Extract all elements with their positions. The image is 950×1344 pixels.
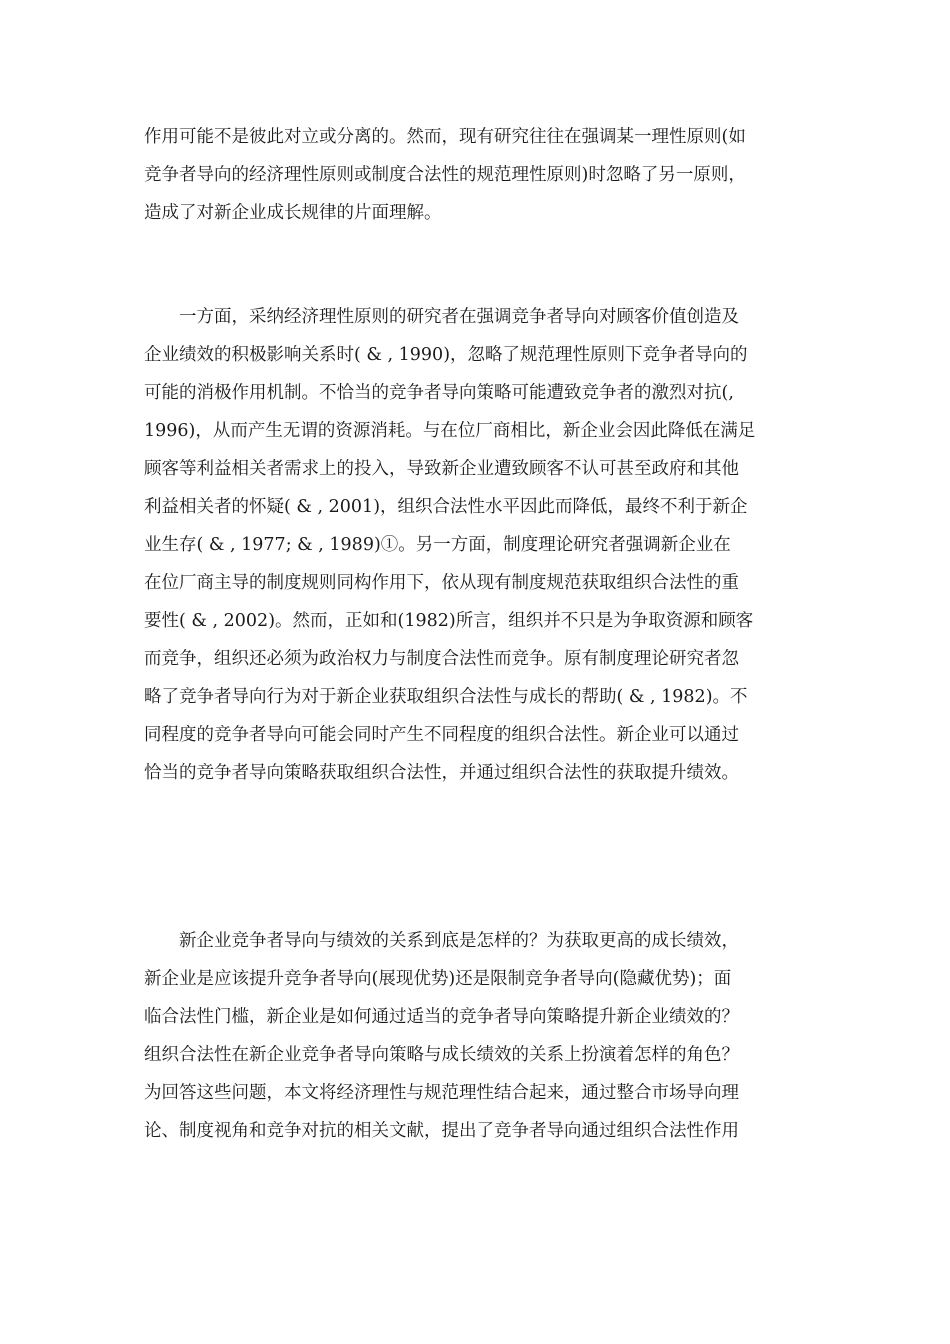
- text-line: 新企业是应该提升竞争者导向(展现优势)还是限制竞争者导向(隐藏优势)；面: [144, 969, 732, 989]
- text-line: 利益相关者的怀疑( & , 2001)，组织合法性水平因此而降低，最终不利于新企: [144, 497, 748, 517]
- text-line: 临合法性门槛，新企业是如何通过适当的竞争者导向策略提升新企业绩效的？: [144, 1007, 739, 1027]
- text-line: 同程度的竞争者导向可能会同时产生不同程度的组织合法性。新企业可以通过: [144, 725, 739, 745]
- text-line: 组织合法性在新企业竞争者导向策略与成长绩效的关系上扮演着怎样的角色？: [144, 1045, 739, 1065]
- text-line: 恰当的竞争者导向策略获取组织合法性，并通过组织合法性的获取提升绩效。: [144, 763, 739, 783]
- paragraph-1: [144, 118, 809, 232]
- text-line: 企业绩效的积极影响关系时( & , 1990)，忽略了规范理性原则下竞争者导向的: [144, 345, 748, 365]
- text-line: 新企业竞争者导向与绩效的关系到底是怎样的？为获取更高的成长绩效，: [144, 931, 739, 951]
- text-line: 竞争者导向的经济理性原则或制度合法性的规范理性原则)时忽略了另一原则，: [144, 165, 746, 185]
- text-line: 要性( & , 2002)。然而，正如和(1982)所言，组织并不只是为争取资源和顾客: [144, 611, 754, 631]
- paragraph-2: [144, 298, 809, 792]
- text-line: 在位厂商主导的制度规则同构作用下，依从现有制度规范获取组织合法性的重: [144, 573, 739, 593]
- text-line: 略了竞争者导向行为对于新企业获取组织合法性与成长的帮助( & , 1982)。不: [144, 687, 748, 707]
- text-line: 一方面，采纳经济理性原则的研究者在强调竞争者导向对顾客价值创造及: [144, 307, 739, 327]
- text-line: 1996)，从而产生无谓的资源消耗。与在位厂商相比，新企业会因此降低在满足: [144, 421, 756, 441]
- text-line: 作用可能不是彼此对立或分离的。然而，现有研究往往在强调某一理性原则(如: [144, 127, 746, 147]
- text-line: 可能的消极作用机制。不恰当的竞争者导向策略可能遭致竞争者的激烈对抗(,: [144, 383, 734, 403]
- text-line: 业生存( & , 1977; & , 1989)①。另一方面，制度理论研究者强调新企业在: [144, 535, 731, 555]
- text-line: 为回答这些问题，本文将经济理性与规范理性结合起来，通过整合市场导向理: [144, 1083, 739, 1103]
- text-line: 造成了对新企业成长规律的片面理解。: [144, 203, 442, 223]
- paragraph-3: [144, 922, 809, 1150]
- text-line: 顾客等利益相关者需求上的投入，导致新企业遭致顾客不认可甚至政府和其他: [144, 459, 739, 479]
- text-line: 而竞争，组织还必须为政治权力与制度合法性而竞争。原有制度理论研究者忽: [144, 649, 739, 669]
- text-line: 论、制度视角和竞争对抗的相关文献，提出了竞争者导向通过组织合法性作用: [144, 1121, 739, 1141]
